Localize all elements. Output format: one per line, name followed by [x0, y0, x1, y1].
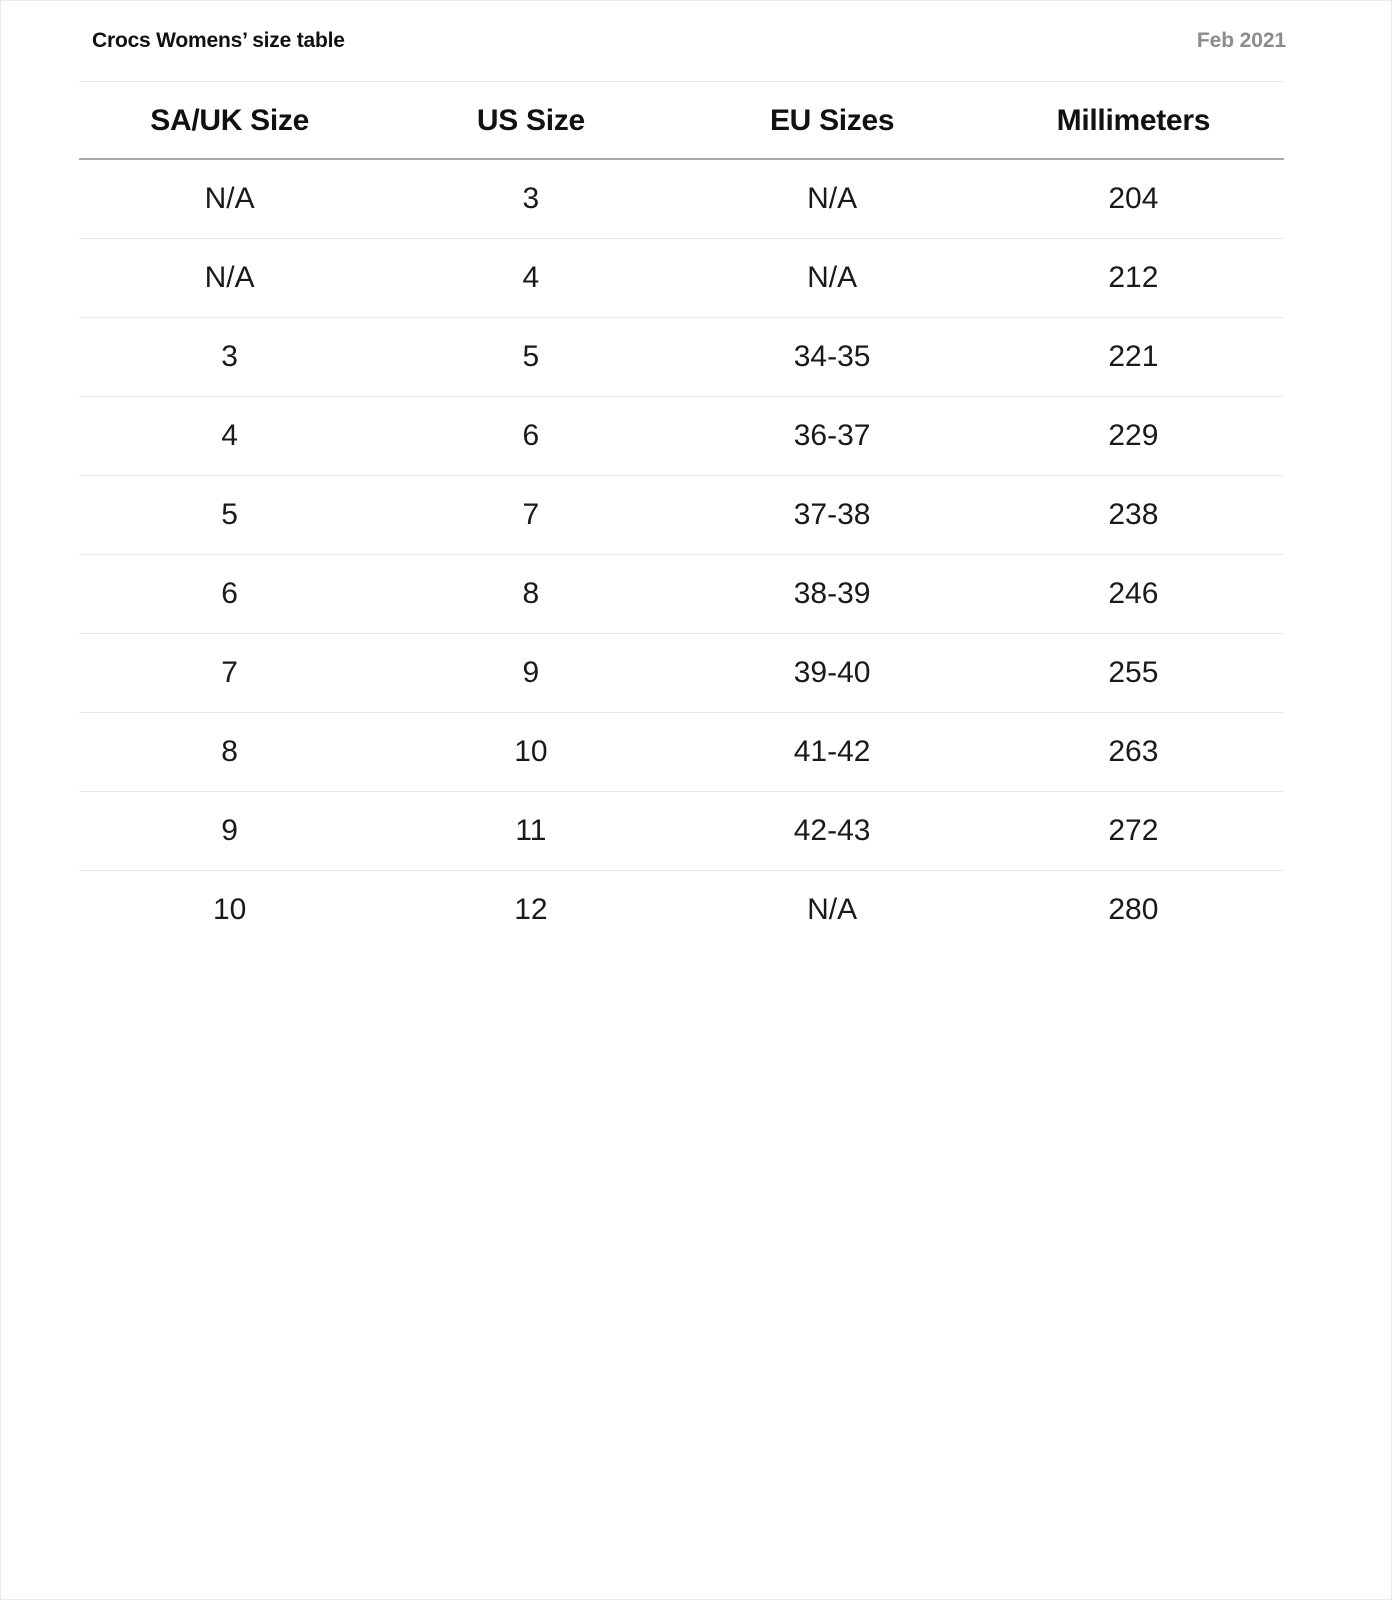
cell-sa-uk-size: 7 — [79, 634, 380, 713]
cell-sa-uk-size: 10 — [212, 893, 247, 926]
column-header-millimeters: Millimeters — [983, 82, 1284, 160]
size-table-container — [1, 81, 1391, 949]
cell-eu-sizes: N/A — [807, 893, 858, 926]
cell-eu-sizes: N/A — [682, 239, 983, 318]
cell-sa-uk-size: N/A — [79, 159, 380, 239]
cell-eu-sizes: 34-35 — [682, 318, 983, 397]
cell-sa-uk-size: 6 — [79, 555, 380, 634]
cell-millimeters: 255 — [983, 634, 1284, 713]
cell-us-size: 11 — [380, 792, 681, 871]
cell-millimeters: 204 — [983, 159, 1284, 239]
size-table — [79, 81, 1284, 949]
cell-eu-sizes: 38-39 — [682, 555, 983, 634]
table-row — [79, 555, 1284, 634]
cell-millimeters: 238 — [983, 476, 1284, 555]
cell-us-size: 9 — [380, 634, 681, 713]
cell-us-size: 3 — [380, 159, 681, 239]
cell-sa-uk-size: 3 — [79, 318, 380, 397]
table-row — [79, 159, 1284, 239]
cell-us-size: 4 — [380, 239, 681, 318]
page-header — [1, 1, 1391, 81]
cell-us-size: 5 — [380, 318, 681, 397]
cell-eu-sizes: 39-40 — [682, 634, 983, 713]
table-row — [79, 476, 1284, 555]
table-row — [79, 634, 1284, 713]
cell-sa-uk-size: 5 — [79, 476, 380, 555]
document-date: Feb 2021 — [1196, 29, 1286, 52]
cell-millimeters: 229 — [983, 397, 1284, 476]
cell-us-size: 7 — [380, 476, 681, 555]
cell-millimeters: 280 — [1108, 893, 1159, 926]
cell-millimeters: 221 — [983, 318, 1284, 397]
table-row — [79, 318, 1284, 397]
table-row — [79, 792, 1284, 871]
table-row — [79, 713, 1284, 792]
cell-eu-sizes: N/A — [682, 159, 983, 239]
cell-sa-uk-size: 4 — [79, 397, 380, 476]
table-head — [79, 82, 1284, 160]
cell-us-size: 6 — [380, 397, 681, 476]
cell-us-size: 10 — [380, 713, 681, 792]
column-header-us-size: US Size — [380, 82, 681, 160]
cell-us-size: 12 — [514, 893, 548, 926]
cell-sa-uk-size: N/A — [79, 239, 380, 318]
cell-millimeters: 212 — [983, 239, 1284, 318]
cell-eu-sizes: 36-37 — [682, 397, 983, 476]
table-row — [79, 397, 1284, 476]
column-header-sa-uk-size: SA/UK Size — [79, 82, 380, 160]
cell-eu-sizes: 42-43 — [682, 792, 983, 871]
page-title: Crocs Womens’ size table — [92, 29, 345, 52]
table-row — [79, 871, 1284, 950]
cell-eu-sizes: 41-42 — [682, 713, 983, 792]
cell-eu-sizes: 37-38 — [682, 476, 983, 555]
column-header-eu-sizes: EU Sizes — [682, 82, 983, 160]
cell-us-size: 8 — [380, 555, 681, 634]
table-row — [79, 239, 1284, 318]
cell-millimeters: 272 — [983, 792, 1284, 871]
table-header-row — [79, 82, 1284, 160]
cell-millimeters: 263 — [983, 713, 1284, 792]
cell-sa-uk-size: 8 — [79, 713, 380, 792]
cell-millimeters: 246 — [983, 555, 1284, 634]
table-body — [79, 159, 1284, 949]
cell-sa-uk-size: 9 — [79, 792, 380, 871]
